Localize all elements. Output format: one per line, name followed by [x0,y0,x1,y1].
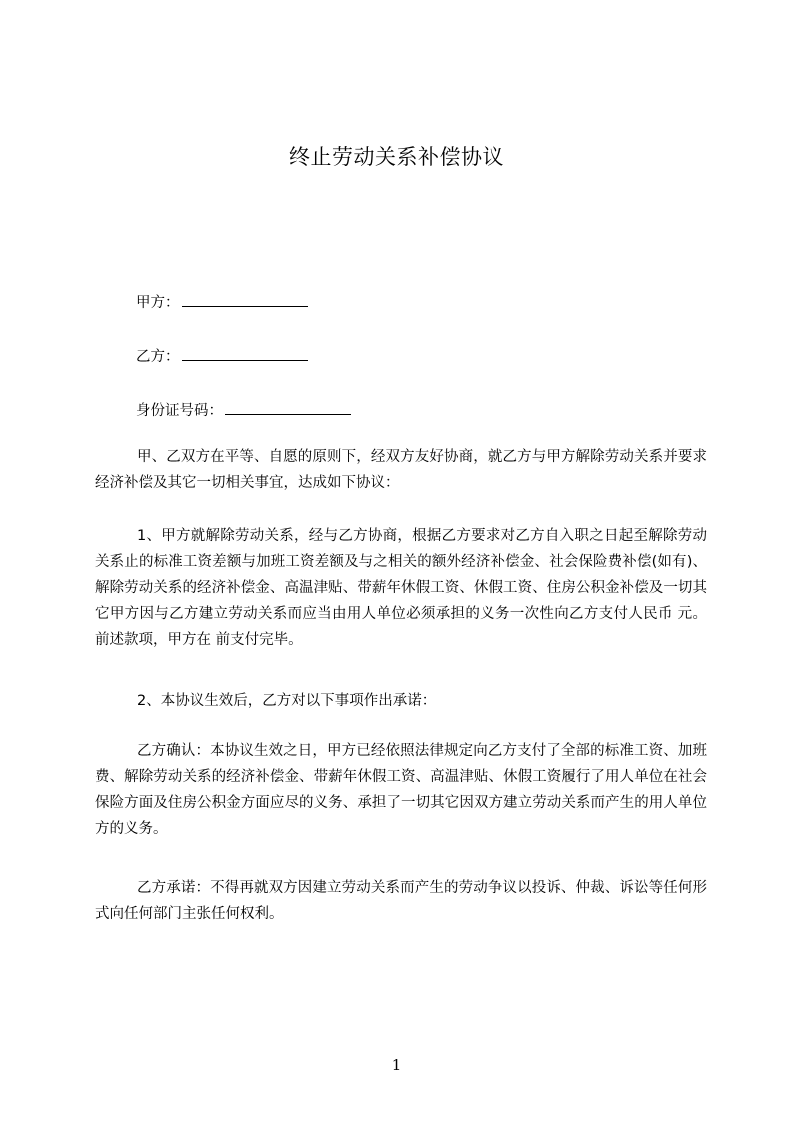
party-a-blank-line [182,291,308,307]
clause-2-paragraph: 2、本协议生效后，乙方对以下事项作出承诺： [137,693,437,709]
confirmation-paragraph: 乙方确认：本协议生效之日，甲方已经依照法律规定向乙方支付了全部的标准工资、加班费、解除劳动关系的经济补偿金、带薪年休假工资、高温津贴、休假工资履行了用人单位在社会保险方面及住房公积金方面应尽的义务、承担了一切其它因双方建立劳动关系而产生的用人单位方的义务。 [95,743,707,837]
party-b-field [136,345,308,367]
intro-paragraph: 甲、乙双方在平等、自愿的原则下，经双方友好协商，就乙方与甲方解除劳动关系并要求经济补偿及其它一切相关事宜，达成如下协议： [95,449,707,491]
party-b-label: 乙方： [136,349,180,365]
party-a-label: 甲方： [136,295,180,311]
page-number: 1 [391,1056,402,1074]
document-title: 终止劳动关系补偿协议 [289,145,504,169]
id-number-field [136,399,351,421]
id-number-blank-line [225,399,351,415]
party-a-field [136,291,308,313]
clause-1-paragraph: 1、甲方就解除劳动关系，经与乙方协商，根据乙方要求对乙方自入职之日起至解除劳动关系止的标准工资差额与加班工资差额及与之相关的额外经济补偿金、社会保险费补偿(如有)、解除劳动关系的经济补偿金、高温津贴、带薪年休假工资、休假工资、住房公积金补偿及一切其它甲方因与乙方建立劳动关系而应当由用人单位必须承担的义务一次性向乙方支付人民币 元。前述款项，甲方在 前支付完毕。 [95,528,707,648]
promise-paragraph: 乙方承诺：不得再就双方因建立劳动关系而产生的劳动争议以投诉、仲裁、诉讼等任何形式向任何部门主张任何权利。 [95,880,707,922]
id-number-label: 身份证号码： [136,403,223,419]
party-b-blank-line [182,345,308,361]
